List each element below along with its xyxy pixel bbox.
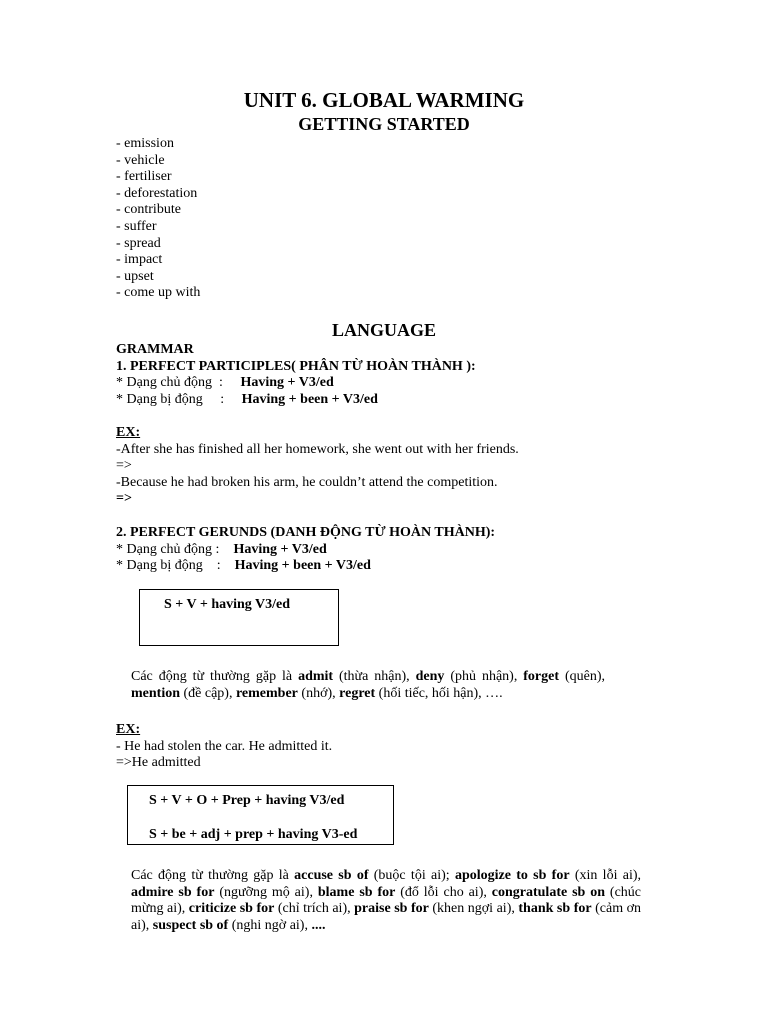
vocab-item: - suffer [116, 218, 157, 234]
meaning: (đổ lỗi cho ai), [395, 884, 492, 900]
meaning: (nghi ngờ ai), [228, 917, 312, 933]
active-form-formula: Having + V3/ed [233, 541, 327, 557]
example-2 [116, 722, 332, 772]
meaning: (phủ nhận), [444, 669, 524, 684]
formula-box-1 [139, 589, 339, 646]
verb: mention [131, 685, 180, 701]
meaning: (thừa nhận), [333, 669, 416, 684]
verb: admit [298, 669, 334, 684]
example-sentence: -Because he had broken his arm, he couldn’t attend the competition. [116, 474, 498, 490]
example-label: EX: [116, 425, 141, 440]
vocab-item: - upset [116, 268, 154, 284]
vocab-item: - deforestation [116, 185, 198, 201]
vocab-item: - emission [116, 136, 174, 151]
example-1 [116, 425, 519, 508]
verb: deny [415, 669, 445, 684]
passive-form-row [116, 392, 476, 409]
meaning: (hối tiếc, hối hận), …. [375, 685, 503, 701]
passive-form-formula: Having + been + V3/ed [234, 558, 371, 574]
meaning: (khen ngợi ai), [428, 901, 519, 917]
example-answer: => [116, 458, 132, 474]
active-form-label: * Dạng chủ động : [116, 375, 241, 391]
verb: blame sb for [317, 884, 396, 900]
vocab-item: - impact [116, 252, 163, 268]
verb: forget [523, 669, 560, 684]
active-form-label: * Dạng chủ động : [116, 541, 234, 557]
example-answer: =>He admitted [116, 755, 201, 771]
verb: accuse sb of [294, 868, 369, 883]
verb: thank sb for [518, 901, 592, 917]
meaning: (buộc tội ai); [368, 868, 455, 883]
verb: apologize to sb for [454, 868, 570, 883]
passive-form-row [116, 558, 495, 575]
vocab-item: - spread [116, 235, 161, 251]
formula-text: S + V + having V3/ed [164, 597, 291, 612]
ellipsis: .... [311, 917, 326, 933]
formula-text: S + V + O + Prep + having V3/ed [149, 793, 345, 808]
meaning: (đề cập), [180, 685, 236, 701]
example-sentence: -After she has finished all her homework, she went out with her friends. [116, 441, 519, 457]
verb: suspect sb of [152, 917, 229, 933]
meaning: (chỉ trích ai), [274, 901, 355, 917]
active-form-row [116, 542, 495, 559]
paragraph-intro: Các động từ thường gặp là [131, 868, 295, 883]
unit-title: UNIT 6. GLOBAL WARMING [243, 88, 525, 112]
active-form-formula: Having + V3/ed [240, 375, 334, 391]
formula-box-2 [127, 785, 394, 845]
passive-form-label: * Dạng bị động : [116, 391, 242, 407]
vocab-item: - vehicle [116, 152, 165, 168]
verb: criticize sb for [188, 901, 275, 917]
vocab-item: - contribute [116, 202, 181, 218]
meaning: (xin lỗi ai), [569, 868, 642, 883]
verb: congratulate sb on [491, 884, 606, 900]
meaning: (nhớ), [297, 685, 340, 701]
paragraph-intro: Các động từ thường gặp là [131, 669, 299, 684]
grammar-section-1 [116, 342, 476, 408]
common-verbs-paragraph-1 [131, 669, 605, 702]
common-verbs-paragraph-2 [131, 868, 641, 934]
passive-form-label: * Dạng bị động : [116, 558, 235, 574]
meaning: (cảm ơn ai), [131, 901, 642, 933]
grammar-section-2 [116, 525, 495, 575]
grammar-heading: GRAMMAR [116, 342, 194, 357]
example-sentence: - He had stolen the car. He admitted it. [116, 738, 333, 754]
active-form-row [116, 375, 476, 392]
verb: remember [235, 685, 298, 701]
verb: admire sb for [131, 884, 215, 900]
vocab-item: - come up with [116, 285, 201, 301]
example-label: EX: [116, 722, 141, 737]
vocab-item: - fertiliser [116, 169, 172, 185]
formula-text: S + be + adj + prep + having V3-ed [149, 827, 358, 842]
passive-form-formula: Having + been + V3/ed [241, 391, 378, 407]
language-heading: LANGUAGE [331, 320, 436, 340]
perfect-gerunds-heading: 2. PERFECT GERUNDS (DANH ĐỘNG TỪ HOÀN THÀNH): [116, 525, 496, 540]
getting-started-heading: GETTING STARTED [298, 114, 470, 134]
meaning: (ngưỡng mộ ai), [214, 884, 318, 900]
meaning: (chúc mừng ai), [131, 884, 642, 917]
verb: regret [339, 685, 376, 701]
meaning: (quên), [559, 669, 605, 684]
verb: praise sb for [354, 901, 429, 917]
vocabulary-list [116, 136, 200, 302]
example-answer: => [116, 491, 132, 507]
perfect-participles-heading: 1. PERFECT PARTICIPLES( PHÂN TỪ HOÀN THÀNH ): [116, 358, 476, 374]
